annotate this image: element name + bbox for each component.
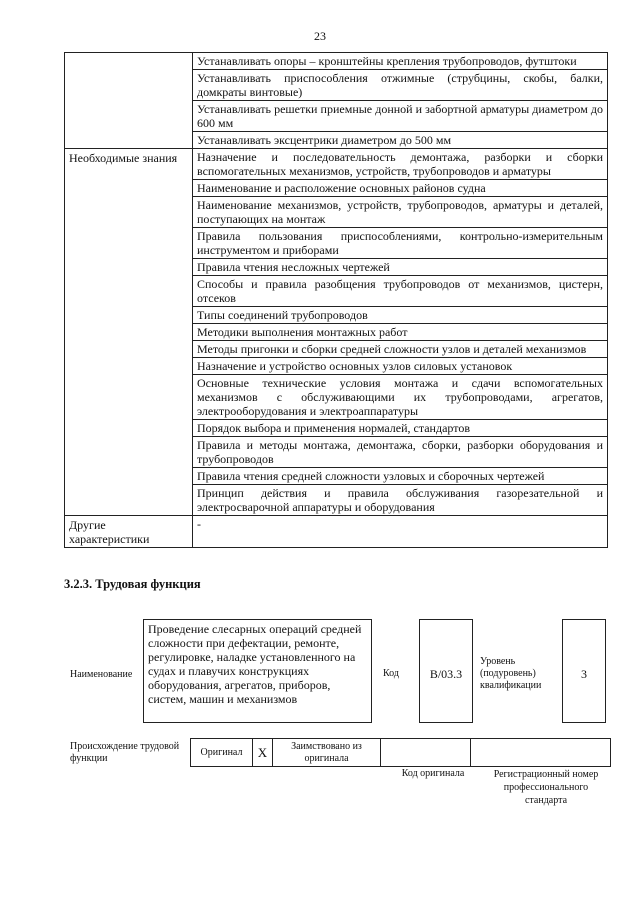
function-name-value: Проведение слесарных операций средней сложности при дефектации, ремонте, регулировке, наладке установленного на судах и плавучих конструкциях оборудования, агрегатов, приборов, систем, машин и механизмов: [143, 619, 372, 723]
knowledge-item: Типы соединений трубопроводов: [193, 307, 608, 324]
origin-code-caption: Код оригинала: [401, 768, 465, 779]
skills-item: Устанавливать опоры – кронштейны крепления трубопроводов, футштоки: [193, 53, 608, 70]
knowledge-item: Методики выполнения монтажных работ: [193, 324, 608, 341]
knowledge-item: Порядок выбора и применения нормалей, стандартов: [193, 420, 608, 437]
requirements-table: [64, 52, 608, 548]
origin-reg-number-caption: Регистрационный номер профессионального стандарта: [493, 769, 599, 806]
knowledge-item: Наименование механизмов, устройств, трубопроводов, арматуры и деталей, поступающих на монтаж: [193, 197, 608, 228]
knowledge-item: Основные технические условия монтажа и сдачи вспомогательных механизмов с обслуживающими их трубопроводами, агрегатов, электрооборудования и электроаппаратуры: [193, 375, 608, 420]
skills-item: Устанавливать эксцентрики диаметром до 500 мм: [193, 132, 608, 149]
origin-table: [190, 738, 611, 767]
skills-label: [65, 53, 193, 149]
knowledge-item: Наименование и расположение основных районов судна: [193, 180, 608, 197]
origin-label: Происхождение трудовой функции: [70, 741, 180, 764]
knowledge-item: Принцип действия и правила обслуживания газорезательной и электросварочной аппаратуры и оборудования: [193, 485, 608, 516]
origin-original-label: Оригинал: [191, 739, 253, 767]
knowledge-item: Назначение и последовательность демонтажа, разборки и сборки вспомогательных механизмов, устройств, трубопроводов и арматуры: [193, 149, 608, 180]
knowledge-item: Назначение и устройство основных узлов силовых установок: [193, 358, 608, 375]
name-label: Наименование: [70, 669, 133, 680]
knowledge-item: Правила чтения несложных чертежей: [193, 259, 608, 276]
knowledge-item: Правила и методы монтажа, демонтажа, сборки, разборки оборудования и трубопроводов: [193, 437, 608, 468]
table-row: [65, 149, 608, 180]
origin-code-cell: [381, 739, 471, 767]
knowledge-label: Необходимые знания: [65, 149, 193, 516]
knowledge-item: Способы и правила разобщения трубопроводов от механизмов, цистерн, отсеков: [193, 276, 608, 307]
section-heading: 3.2.3. Трудовая функция: [64, 577, 201, 591]
qualification-level-label: Уровень (подуровень) квалификации: [480, 656, 542, 691]
other-characteristics-value: -: [193, 516, 608, 548]
skills-item: Устанавливать решетки приемные донной и забортной арматуры диаметром до 600 мм: [193, 101, 608, 132]
knowledge-item: Правила чтения средней сложности узловых и сборочных чертежей: [193, 468, 608, 485]
origin-borrowed-label: Заимствовано из оригинала: [273, 739, 381, 767]
page-number: 23: [314, 29, 326, 43]
skills-item: Устанавливать приспособления отжимные (струбцины, скобы, балки, домкраты винтовые): [193, 70, 608, 101]
origin-reg-number-cell: [471, 739, 611, 767]
other-characteristics-label: Другие характеристики: [65, 516, 193, 548]
table-row: [65, 53, 608, 70]
knowledge-item: Методы пригонки и сборки средней сложности узлов и деталей механизмов: [193, 341, 608, 358]
qualification-level-value: 3: [562, 619, 606, 723]
table-row: [65, 516, 608, 548]
knowledge-item: Правила пользования приспособлениями, контрольно-измерительным инструментом и приборами: [193, 228, 608, 259]
origin-original-mark: X: [253, 739, 273, 767]
code-label: Код: [383, 668, 399, 679]
function-code-value: B/03.3: [419, 619, 473, 723]
